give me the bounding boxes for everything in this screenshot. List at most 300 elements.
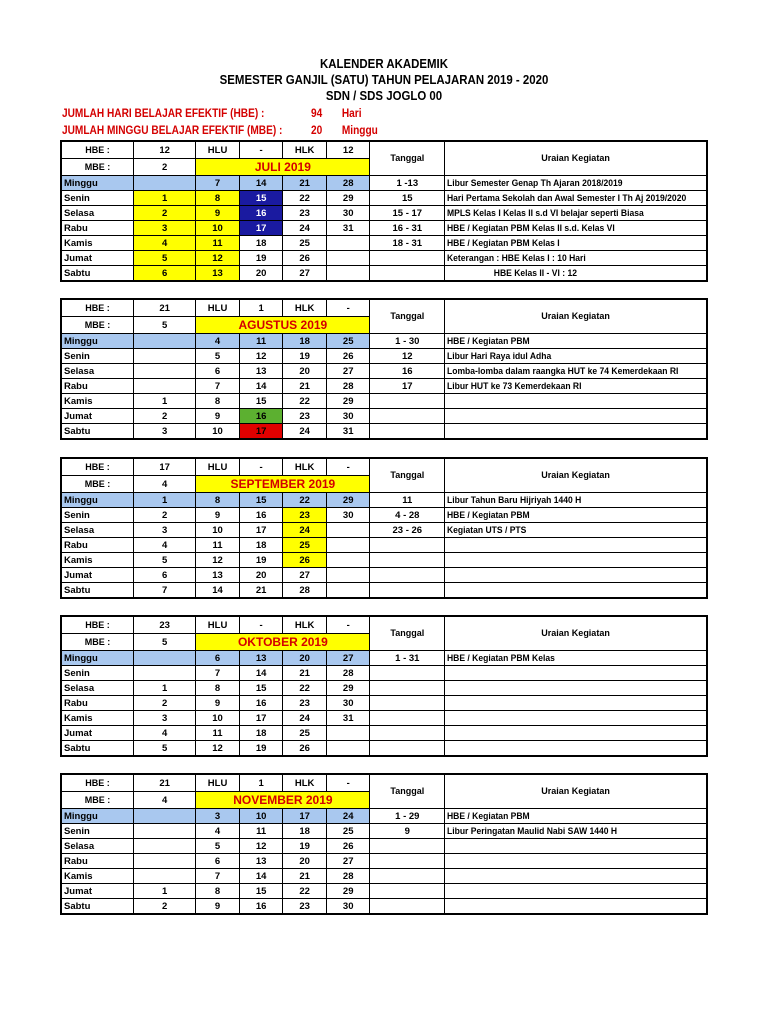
date-cell: 26 xyxy=(326,349,370,364)
activity-description xyxy=(445,568,707,583)
activity-date: 15 xyxy=(370,191,445,206)
activity-description xyxy=(445,394,707,409)
day-name: Sabtu xyxy=(61,583,134,599)
day-name: Sabtu xyxy=(61,741,134,757)
date-cell: 30 xyxy=(326,508,370,523)
day-name: Jumat xyxy=(61,884,134,899)
hlk-label: HLK xyxy=(283,299,327,317)
date-cell: 14 xyxy=(196,583,240,599)
month-block xyxy=(60,140,708,285)
month-table xyxy=(60,773,708,915)
activity-description xyxy=(445,696,707,711)
day-name: Jumat xyxy=(61,568,134,583)
date-cell: 19 xyxy=(239,741,283,757)
day-name: Selasa xyxy=(61,839,134,854)
date-cell: 23 xyxy=(283,409,327,424)
date-cell: 19 xyxy=(239,553,283,568)
date-cell: 11 xyxy=(196,538,240,553)
date-cell: 20 xyxy=(283,364,327,379)
tanggal-header: Tanggal xyxy=(370,299,445,334)
semester-title: SEMESTER GANJIL (SATU) TAHUN PELAJARAN 2019 - 2020 xyxy=(219,72,549,87)
tanggal-header: Tanggal xyxy=(370,774,445,809)
date-cell: 17 xyxy=(239,523,283,538)
date-cell xyxy=(326,236,370,251)
activity-description xyxy=(445,884,707,899)
date-cell: 21 xyxy=(239,583,283,599)
date-cell: 1 xyxy=(134,394,196,409)
hlk-label: HLK xyxy=(283,616,327,634)
date-cell: 8 xyxy=(196,493,240,508)
date-cell: 26 xyxy=(283,741,327,757)
date-cell: 5 xyxy=(196,349,240,364)
activity-text: Lomba-lomba dalam raangka HUT ke 74 Kemerdekaan RI xyxy=(447,365,679,377)
hbe-label: HBE : xyxy=(61,458,134,476)
activity-description xyxy=(445,508,707,523)
date-cell: 9 xyxy=(196,696,240,711)
date-cell: 17 xyxy=(239,711,283,726)
date-cell: 22 xyxy=(283,681,327,696)
date-cell xyxy=(134,854,196,869)
activity-description xyxy=(445,681,707,696)
hbe-summary-value: 94 xyxy=(311,108,323,120)
activity-text: Libur Peringatan Maulid Nabi SAW 1440 H xyxy=(447,825,618,837)
date-cell: 13 xyxy=(239,651,283,666)
date-cell: 19 xyxy=(283,349,327,364)
date-cell: 5 xyxy=(196,839,240,854)
hbe-value: 21 xyxy=(134,774,196,792)
mbe-summary-value: 20 xyxy=(311,125,323,137)
date-cell: 7 xyxy=(196,666,240,681)
date-cell: 12 xyxy=(196,741,240,757)
date-cell xyxy=(134,364,196,379)
date-cell: 20 xyxy=(283,651,327,666)
date-cell: 5 xyxy=(134,741,196,757)
activity-date: 15 - 17 xyxy=(370,206,445,221)
activity-date xyxy=(370,666,445,681)
activity-description xyxy=(445,251,707,266)
date-cell: 23 xyxy=(283,696,327,711)
hlk-label: HLK xyxy=(283,141,327,159)
date-cell: 9 xyxy=(196,409,240,424)
date-cell: 29 xyxy=(326,884,370,899)
date-cell: 10 xyxy=(196,221,240,236)
activity-description xyxy=(445,869,707,884)
date-cell: 16 xyxy=(239,899,283,915)
month-block xyxy=(60,457,708,602)
calendar-title: KALENDER AKADEMIK xyxy=(320,56,448,71)
mbe-value: 5 xyxy=(134,634,196,651)
date-cell: 6 xyxy=(196,651,240,666)
hbe-value: 17 xyxy=(134,458,196,476)
hlu-label: HLU xyxy=(196,458,240,476)
date-cell xyxy=(326,553,370,568)
day-name: Minggu xyxy=(61,809,134,824)
activity-description xyxy=(445,854,707,869)
date-cell: 25 xyxy=(283,236,327,251)
activity-date: 1 - 31 xyxy=(370,651,445,666)
activity-text: HBE / Kegiatan PBM xyxy=(447,810,530,822)
hbe-label: HBE : xyxy=(61,774,134,792)
date-cell xyxy=(326,741,370,757)
date-cell: 28 xyxy=(326,869,370,884)
activity-date: 4 - 28 xyxy=(370,508,445,523)
date-cell xyxy=(326,583,370,599)
date-cell: 25 xyxy=(326,824,370,839)
mbe-value: 4 xyxy=(134,792,196,809)
hlk-value: - xyxy=(326,616,370,634)
date-cell: 23 xyxy=(283,899,327,915)
date-cell: 18 xyxy=(283,334,327,349)
activity-text: Libur Semester Genap Th Ajaran 2018/2019 xyxy=(447,177,623,189)
hbe-summary-unit: Hari xyxy=(341,108,362,120)
date-cell: 4 xyxy=(134,236,196,251)
date-cell: 20 xyxy=(239,266,283,282)
date-cell: 2 xyxy=(134,206,196,221)
date-cell: 15 xyxy=(239,884,283,899)
uraian-header: Uraian Kegiatan xyxy=(445,141,707,176)
day-name: Minggu xyxy=(61,651,134,666)
month-block xyxy=(60,298,708,443)
hlu-label: HLU xyxy=(196,141,240,159)
date-cell: 10 xyxy=(196,523,240,538)
activity-date: 1 - 29 xyxy=(370,809,445,824)
date-cell xyxy=(326,568,370,583)
mbe-label: MBE : xyxy=(61,317,134,334)
date-cell xyxy=(134,176,196,191)
day-name: Rabu xyxy=(61,696,134,711)
day-name: Rabu xyxy=(61,379,134,394)
activity-date: 16 xyxy=(370,364,445,379)
date-cell: 28 xyxy=(283,583,327,599)
date-cell xyxy=(326,726,370,741)
activity-description xyxy=(445,176,707,191)
activity-text: HBE / Kegiatan PBM xyxy=(447,509,530,521)
date-cell: 25 xyxy=(283,726,327,741)
date-cell: 10 xyxy=(239,809,283,824)
date-cell: 30 xyxy=(326,206,370,221)
date-cell xyxy=(326,266,370,282)
date-cell: 14 xyxy=(239,869,283,884)
date-cell: 4 xyxy=(196,334,240,349)
activity-date xyxy=(370,741,445,757)
uraian-header: Uraian Kegiatan xyxy=(445,458,707,493)
day-name: Minggu xyxy=(61,493,134,508)
date-cell: 4 xyxy=(134,726,196,741)
activity-text: Keterangan : HBE Kelas I : 10 Hari xyxy=(447,252,586,264)
date-cell: 22 xyxy=(283,191,327,206)
activity-date: 23 - 26 xyxy=(370,523,445,538)
date-cell: 1 xyxy=(134,681,196,696)
date-cell: 8 xyxy=(196,681,240,696)
date-cell: 8 xyxy=(196,884,240,899)
hlk-label: HLK xyxy=(283,458,327,476)
date-cell: 6 xyxy=(196,364,240,379)
day-name: Senin xyxy=(61,349,134,364)
activity-description xyxy=(445,523,707,538)
activity-description xyxy=(445,424,707,440)
date-cell: 22 xyxy=(283,493,327,508)
date-cell: 16 xyxy=(239,508,283,523)
month-table xyxy=(60,298,708,440)
activity-text: MPLS Kelas I Kelas II s.d VI belajar seperti Biasa xyxy=(447,207,644,219)
school-title: SDN / SDS JOGLO 00 xyxy=(325,88,443,103)
date-cell: 16 xyxy=(239,696,283,711)
month-name: SEPTEMBER 2019 xyxy=(196,476,370,493)
date-cell: 18 xyxy=(283,824,327,839)
date-cell: 24 xyxy=(283,424,327,440)
date-cell: 19 xyxy=(239,251,283,266)
date-cell: 7 xyxy=(134,583,196,599)
date-cell: 22 xyxy=(283,884,327,899)
day-name: Kamis xyxy=(61,553,134,568)
date-cell xyxy=(326,523,370,538)
mbe-label: MBE : xyxy=(61,634,134,651)
activity-date xyxy=(370,696,445,711)
date-cell: 3 xyxy=(134,424,196,440)
date-cell: 22 xyxy=(283,394,327,409)
month-block xyxy=(60,773,708,918)
activity-text: Libur Tahun Baru Hijriyah 1440 H xyxy=(447,494,582,506)
hlu-value: - xyxy=(239,141,283,159)
day-name: Senin xyxy=(61,508,134,523)
hbe-value: 12 xyxy=(134,141,196,159)
date-cell: 13 xyxy=(239,364,283,379)
date-cell xyxy=(134,379,196,394)
day-name: Selasa xyxy=(61,681,134,696)
mbe-summary xyxy=(62,124,414,138)
day-name: Jumat xyxy=(61,251,134,266)
day-name: Selasa xyxy=(61,206,134,221)
hlu-label: HLU xyxy=(196,299,240,317)
hlk-value: - xyxy=(326,458,370,476)
hlu-value: 1 xyxy=(239,299,283,317)
date-cell: 27 xyxy=(326,651,370,666)
date-cell: 31 xyxy=(326,711,370,726)
date-cell: 18 xyxy=(239,538,283,553)
day-name: Senin xyxy=(61,824,134,839)
activity-text: Libur HUT ke 73 Kemerdekaan RI xyxy=(447,380,582,392)
date-cell xyxy=(134,334,196,349)
day-name: Minggu xyxy=(61,334,134,349)
hbe-summary xyxy=(62,107,414,121)
hlu-value: 1 xyxy=(239,774,283,792)
date-cell: 6 xyxy=(134,568,196,583)
date-cell: 27 xyxy=(283,568,327,583)
month-table xyxy=(60,457,708,599)
activity-description xyxy=(445,711,707,726)
month-name: JULI 2019 xyxy=(196,159,370,176)
date-cell: 3 xyxy=(196,809,240,824)
day-name: Rabu xyxy=(61,854,134,869)
hlk-label: HLK xyxy=(283,774,327,792)
date-cell: 27 xyxy=(326,364,370,379)
day-name: Kamis xyxy=(61,236,134,251)
date-cell: 1 xyxy=(134,191,196,206)
date-cell: 26 xyxy=(283,251,327,266)
activity-text: Libur Hari Raya idul Adha xyxy=(447,350,552,362)
date-cell: 23 xyxy=(283,206,327,221)
day-name: Kamis xyxy=(61,394,134,409)
date-cell: 18 xyxy=(239,236,283,251)
date-cell: 15 xyxy=(239,681,283,696)
date-cell xyxy=(134,666,196,681)
date-cell: 16 xyxy=(239,206,283,221)
hbe-label: HBE : xyxy=(61,141,134,159)
date-cell: 15 xyxy=(239,394,283,409)
date-cell: 21 xyxy=(283,176,327,191)
activity-date xyxy=(370,884,445,899)
activity-text: HBE / Kegiatan PBM xyxy=(447,335,530,347)
hbe-label: HBE : xyxy=(61,616,134,634)
day-name: Senin xyxy=(61,191,134,206)
activity-description xyxy=(445,334,707,349)
activity-date xyxy=(370,251,445,266)
date-cell: 5 xyxy=(134,251,196,266)
date-cell: 11 xyxy=(239,824,283,839)
date-cell xyxy=(134,349,196,364)
day-name: Selasa xyxy=(61,523,134,538)
date-cell: 5 xyxy=(134,553,196,568)
day-name: Kamis xyxy=(61,711,134,726)
activity-date xyxy=(370,869,445,884)
activity-text: Hari Pertama Sekolah dan Awal Semester I Th Aj 2019/2020 xyxy=(447,192,687,204)
activity-date: 1 -13 xyxy=(370,176,445,191)
date-cell: 29 xyxy=(326,681,370,696)
activity-date xyxy=(370,854,445,869)
date-cell: 13 xyxy=(196,266,240,282)
day-name: Jumat xyxy=(61,409,134,424)
activity-description xyxy=(445,553,707,568)
month-name: NOVEMBER 2019 xyxy=(196,792,370,809)
month-block xyxy=(60,615,708,760)
date-cell: 28 xyxy=(326,379,370,394)
date-cell: 9 xyxy=(196,508,240,523)
date-cell: 2 xyxy=(134,696,196,711)
date-cell: 30 xyxy=(326,696,370,711)
activity-description xyxy=(445,583,707,599)
date-cell: 26 xyxy=(283,553,327,568)
tanggal-header: Tanggal xyxy=(370,458,445,493)
date-cell: 8 xyxy=(196,394,240,409)
activity-description xyxy=(445,651,707,666)
activity-date xyxy=(370,568,445,583)
date-cell: 14 xyxy=(239,379,283,394)
date-cell: 12 xyxy=(239,349,283,364)
activity-description xyxy=(445,538,707,553)
activity-description xyxy=(445,206,707,221)
activity-description xyxy=(445,726,707,741)
date-cell: 20 xyxy=(239,568,283,583)
date-cell: 27 xyxy=(283,266,327,282)
date-cell: 28 xyxy=(326,176,370,191)
day-name: Minggu xyxy=(61,176,134,191)
date-cell: 2 xyxy=(134,899,196,915)
day-name: Selasa xyxy=(61,364,134,379)
activity-date xyxy=(370,266,445,282)
day-name: Sabtu xyxy=(61,899,134,915)
date-cell: 13 xyxy=(239,854,283,869)
date-cell: 11 xyxy=(239,334,283,349)
hlu-label: HLU xyxy=(196,774,240,792)
date-cell: 12 xyxy=(196,251,240,266)
date-cell: 11 xyxy=(196,236,240,251)
date-cell: 15 xyxy=(239,191,283,206)
date-cell: 17 xyxy=(239,221,283,236)
activity-description xyxy=(445,666,707,681)
date-cell: 11 xyxy=(196,726,240,741)
date-cell: 21 xyxy=(283,869,327,884)
date-cell: 28 xyxy=(326,666,370,681)
activity-description xyxy=(445,741,707,757)
date-cell: 17 xyxy=(239,424,283,440)
day-name: Rabu xyxy=(61,221,134,236)
date-cell: 25 xyxy=(283,538,327,553)
activity-date xyxy=(370,409,445,424)
date-cell: 31 xyxy=(326,221,370,236)
activity-date xyxy=(370,394,445,409)
day-name: Senin xyxy=(61,666,134,681)
activity-description xyxy=(445,899,707,915)
mbe-value: 4 xyxy=(134,476,196,493)
date-cell: 21 xyxy=(283,379,327,394)
activity-date xyxy=(370,899,445,915)
mbe-summary-label: JUMLAH MINGGU BELAJAR EFEKTIF (MBE) : xyxy=(62,125,283,137)
date-cell: 21 xyxy=(283,666,327,681)
date-cell: 3 xyxy=(134,523,196,538)
month-name: AGUSTUS 2019 xyxy=(196,317,370,334)
date-cell: 25 xyxy=(326,334,370,349)
activity-date xyxy=(370,583,445,599)
activity-date xyxy=(370,711,445,726)
date-cell: 2 xyxy=(134,409,196,424)
hlk-value: - xyxy=(326,774,370,792)
date-cell: 30 xyxy=(326,899,370,915)
day-name: Rabu xyxy=(61,538,134,553)
date-cell: 19 xyxy=(283,839,327,854)
date-cell: 29 xyxy=(326,191,370,206)
date-cell: 7 xyxy=(196,176,240,191)
hlu-value: - xyxy=(239,616,283,634)
activity-description xyxy=(445,236,707,251)
date-cell: 6 xyxy=(196,854,240,869)
date-cell: 26 xyxy=(326,839,370,854)
hbe-label: HBE : xyxy=(61,299,134,317)
date-cell: 27 xyxy=(326,854,370,869)
date-cell: 24 xyxy=(326,809,370,824)
activity-date: 11 xyxy=(370,493,445,508)
month-table xyxy=(60,140,708,282)
activity-date: 16 - 31 xyxy=(370,221,445,236)
activity-date: 18 - 31 xyxy=(370,236,445,251)
date-cell: 23 xyxy=(283,508,327,523)
date-cell: 8 xyxy=(196,191,240,206)
date-cell: 1 xyxy=(134,884,196,899)
activity-date xyxy=(370,726,445,741)
date-cell: 3 xyxy=(134,221,196,236)
activity-date xyxy=(370,538,445,553)
date-cell xyxy=(134,651,196,666)
activity-date xyxy=(370,424,445,440)
date-cell xyxy=(326,538,370,553)
uraian-header: Uraian Kegiatan xyxy=(445,774,707,809)
date-cell: 17 xyxy=(283,809,327,824)
date-cell: 2 xyxy=(134,508,196,523)
tanggal-header: Tanggal xyxy=(370,141,445,176)
activity-text: HBE / Kegiatan PBM Kelas I xyxy=(447,237,560,249)
hlk-value: - xyxy=(326,299,370,317)
mbe-label: MBE : xyxy=(61,476,134,493)
day-name: Sabtu xyxy=(61,424,134,440)
